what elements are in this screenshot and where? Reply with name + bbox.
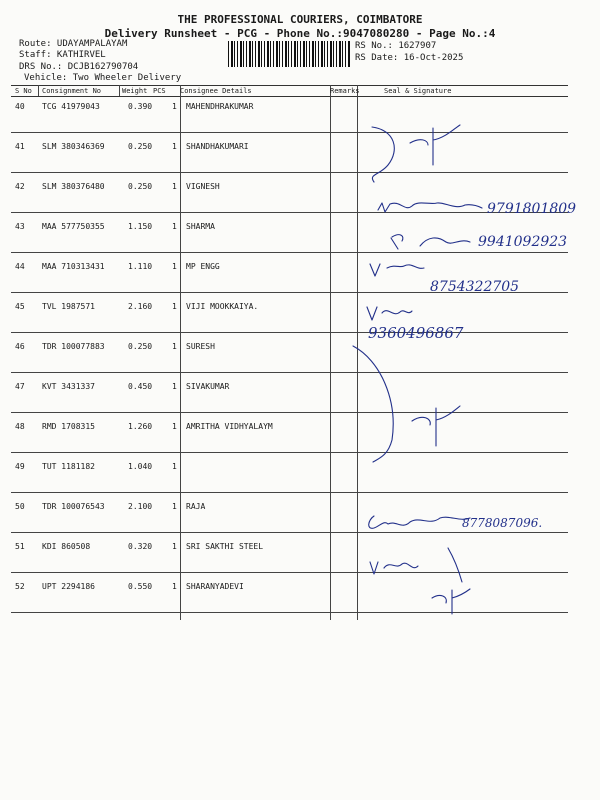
pcs-cell: 1 [172, 222, 177, 231]
table-row [0, 102, 600, 142]
consignee-cell: VIGNESH [186, 182, 220, 191]
weight-cell: 0.550 [128, 582, 153, 591]
header-bottom-rule [11, 96, 568, 97]
table-row [0, 422, 600, 462]
vehicle-label: Vehicle: Two Wheeler Delivery [24, 73, 182, 83]
company-title: THE PROFESSIONAL COURIERS, COIMBATORE [177, 13, 423, 26]
row-divider [11, 612, 568, 613]
col-divider [119, 85, 120, 96]
pcs-cell: 1 [172, 462, 177, 471]
sno-cell: 42 [15, 182, 25, 191]
row-divider [11, 172, 568, 173]
consignment-cell: TCG 41979043 [42, 102, 100, 111]
sno-cell: 50 [15, 502, 25, 511]
consignee-cell: MAHENDHRAKUMAR [186, 102, 254, 111]
row-divider [11, 412, 568, 413]
row-divider [11, 332, 568, 333]
col-header-weight: Weight [122, 87, 148, 95]
weight-cell: 1.110 [128, 262, 153, 271]
consignment-cell: TVL 1987571 [42, 302, 95, 311]
weight-cell: 1.150 [128, 222, 153, 231]
pcs-cell: 1 [172, 582, 177, 591]
barcode [228, 41, 350, 67]
consignee-cell: VIJI MOOKKAIYA. [186, 302, 259, 311]
row-divider [11, 372, 568, 373]
consignee-cell: SURESH [186, 342, 215, 351]
consignee-cell: RAJA [186, 502, 206, 511]
sno-cell: 40 [15, 102, 25, 111]
consignee-cell: SIVAKUMAR [186, 382, 230, 391]
col-header-pcs: PCS [153, 87, 166, 95]
consignee-cell: SRI SAKTHI STEEL [186, 542, 264, 551]
consignee-cell: SHARMA [186, 222, 215, 231]
consignment-cell: RMD 1708315 [42, 422, 95, 431]
pcs-cell: 1 [172, 382, 177, 391]
col-header-remarks: Remarks [330, 87, 360, 95]
table-row [0, 582, 600, 622]
rs-date: RS Date: 16-Oct-2025 [355, 53, 464, 63]
sno-cell: 51 [15, 542, 25, 551]
consignment-cell: TUT 1181182 [42, 462, 95, 471]
drs-number: DRS No.: DCJB162790704 [19, 62, 139, 72]
table-row [0, 382, 600, 422]
table-row [0, 542, 600, 582]
sno-cell: 44 [15, 262, 25, 271]
table-row [0, 222, 600, 262]
weight-cell: 0.320 [128, 542, 153, 551]
handwritten-phone: 8778087096. [462, 516, 543, 530]
sno-cell: 43 [15, 222, 25, 231]
table-row [0, 302, 600, 342]
weight-cell: 2.100 [128, 502, 153, 511]
pcs-cell: 1 [172, 542, 177, 551]
table-row [0, 502, 600, 542]
table-row [0, 142, 600, 182]
row-divider [11, 292, 568, 293]
row-divider [11, 132, 568, 133]
sno-cell: 47 [15, 382, 25, 391]
consignment-cell: KVT 3431337 [42, 382, 95, 391]
weight-cell: 1.040 [128, 462, 153, 471]
pcs-cell: 1 [172, 342, 177, 351]
consignee-cell: SHARANYADEVI [186, 582, 244, 591]
weight-cell: 0.450 [128, 382, 153, 391]
consignment-cell: KDI 860508 [42, 542, 91, 551]
row-divider [11, 492, 568, 493]
col-divider [38, 85, 39, 96]
col-header-sno: S No [15, 87, 32, 95]
consignment-cell: UPT 2294186 [42, 582, 95, 591]
pcs-cell: 1 [172, 102, 177, 111]
pcs-cell: 1 [172, 142, 177, 151]
sno-cell: 41 [15, 142, 25, 151]
weight-cell: 0.250 [128, 182, 153, 191]
consignee-cell: MP ENGG [186, 262, 220, 271]
weight-cell: 0.390 [128, 102, 153, 111]
sno-cell: 48 [15, 422, 25, 431]
pcs-cell: 1 [172, 262, 177, 271]
row-divider [11, 252, 568, 253]
consignment-cell: SLM 380346369 [42, 142, 105, 151]
consignment-cell: MAA 577750355 [42, 222, 105, 231]
rs-number: RS No.: 1627907 [355, 41, 437, 51]
col-header-consignee: Consignee Details [180, 87, 252, 95]
header-top-rule [11, 85, 568, 86]
runsheet-subtitle: Delivery Runsheet - PCG - Phone No.:9047080280 - Page No.:4 [104, 27, 496, 40]
row-divider [11, 212, 568, 213]
col-header-signature: Seal & Signature [384, 87, 452, 95]
sno-cell: 45 [15, 302, 25, 311]
row-divider [11, 532, 568, 533]
table-row [0, 462, 600, 502]
sno-cell: 49 [15, 462, 25, 471]
handwritten-phone: 8754322705 [430, 279, 520, 295]
pcs-cell: 1 [172, 422, 177, 431]
weight-cell: 0.250 [128, 342, 153, 351]
consignment-cell: SLM 380376480 [42, 182, 105, 191]
weight-cell: 2.160 [128, 302, 153, 311]
handwritten-phone: 9791801809 [487, 201, 577, 217]
consignee-cell: AMRITHA VIDHYALAYM [186, 422, 273, 431]
consignee-cell: SHANDHAKUMARI [186, 142, 249, 151]
row-divider [11, 572, 568, 573]
sno-cell: 52 [15, 582, 25, 591]
weight-cell: 0.250 [128, 142, 153, 151]
pcs-cell: 1 [172, 302, 177, 311]
pcs-cell: 1 [172, 502, 177, 511]
row-divider [11, 452, 568, 453]
handwritten-phone: 9360496867 [368, 324, 464, 342]
consignment-cell: TDR 100076543 [42, 502, 105, 511]
table-row [0, 262, 600, 302]
table-row [0, 182, 600, 222]
table-row [0, 342, 600, 382]
handwritten-phone: 9941092923 [478, 234, 568, 250]
consignment-cell: TDR 100077883 [42, 342, 105, 351]
weight-cell: 1.260 [128, 422, 153, 431]
col-header-consignment: Consignment No [42, 87, 102, 95]
staff-label: Staff: KATHIRVEL [19, 50, 106, 60]
consignment-cell: MAA 710313431 [42, 262, 105, 271]
route-label: Route: UDAYAMPALAYAM [19, 39, 128, 49]
pcs-cell: 1 [172, 182, 177, 191]
sno-cell: 46 [15, 342, 25, 351]
